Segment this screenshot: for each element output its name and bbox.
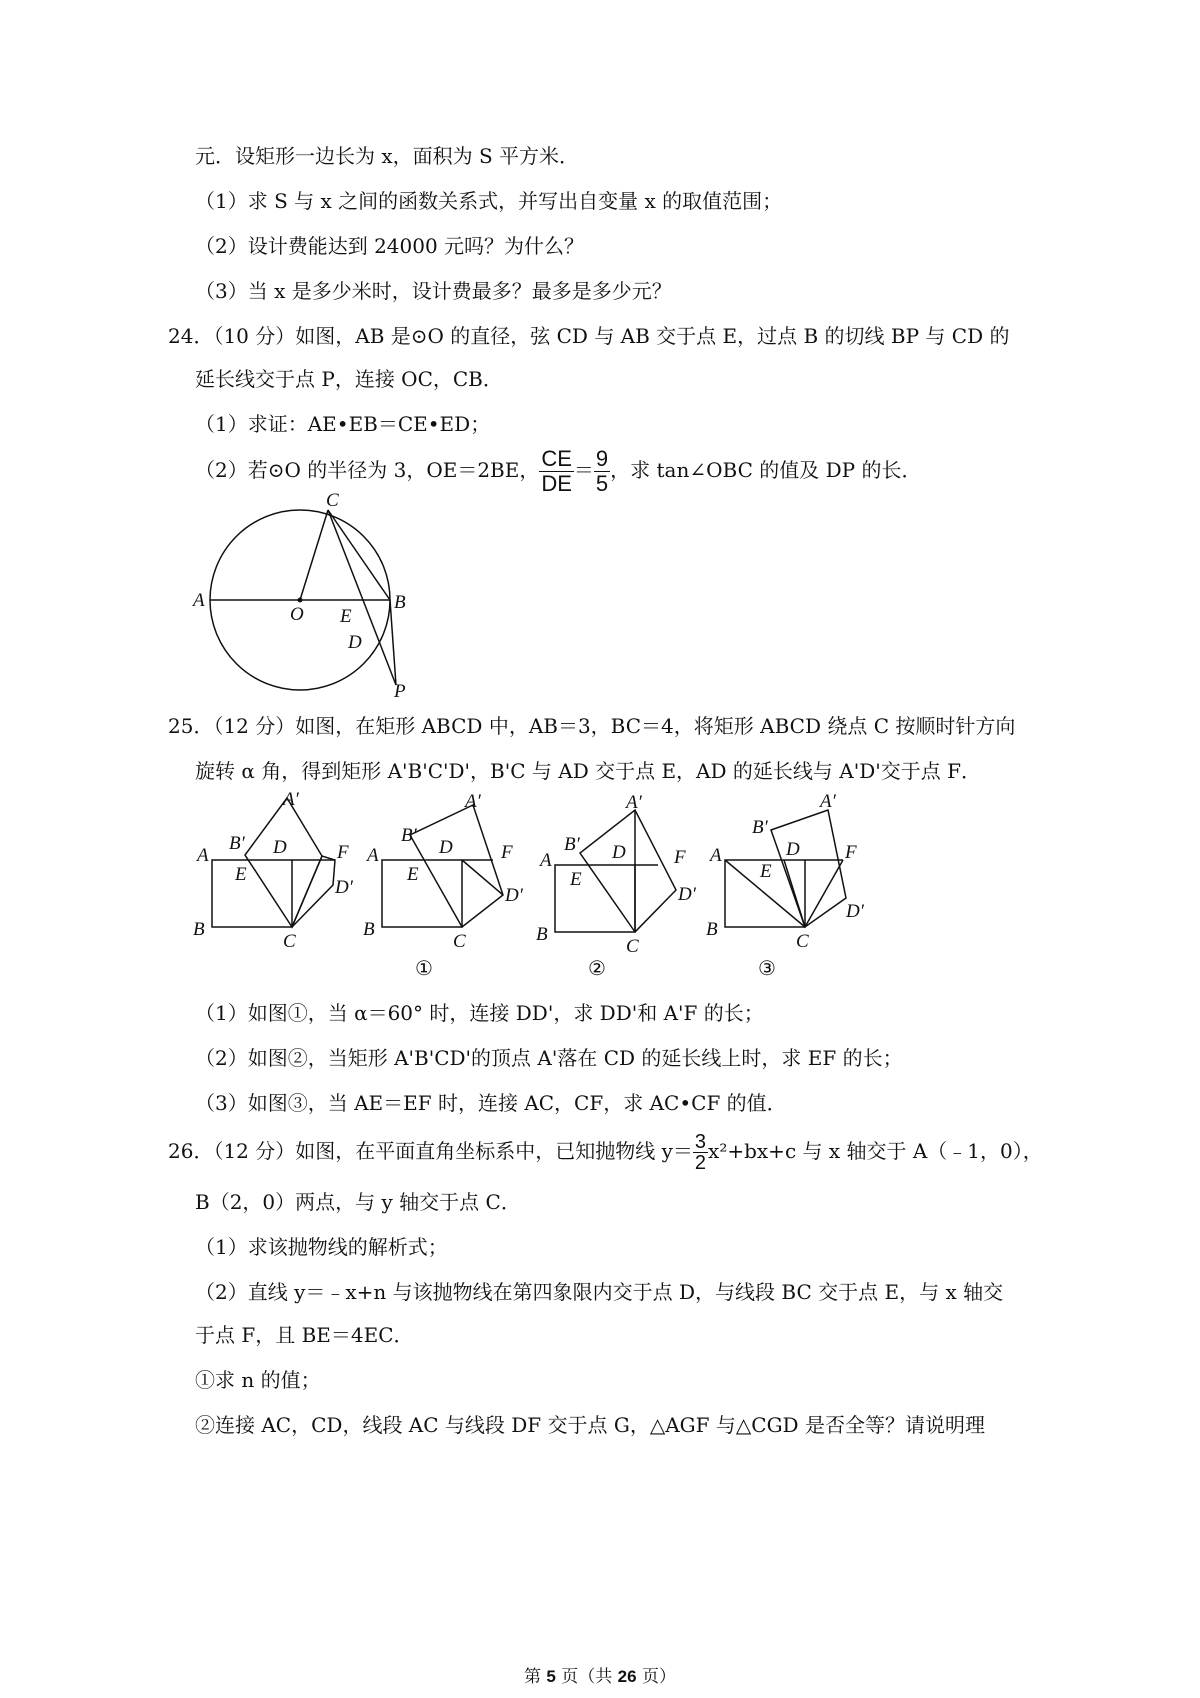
- label-d: D: [439, 837, 453, 858]
- label-a-prime: A′: [820, 791, 836, 812]
- line-cp: [328, 510, 396, 685]
- q26-sub1: ①求 n 的值；: [195, 1368, 321, 1392]
- q24-part2-pre: （2）若⊙O 的半径为 3，OE＝2BE，: [195, 458, 540, 482]
- fraction-denominator: 5: [595, 471, 609, 496]
- label-a: A: [367, 845, 379, 866]
- caption-2: ②: [588, 956, 606, 980]
- q25-stem-line1: 25．（12 分）如图，在矩形 ABCD 中，AB＝3，BC＝4，将矩形 ABCD 绕点 C 按顺时针方向: [168, 714, 1016, 738]
- q24-part2-post: ，求 tan∠OBC 的值及 DP 的长．: [610, 458, 922, 482]
- fraction-numerator: CE: [541, 446, 572, 471]
- caption-1: ①: [415, 956, 433, 980]
- label-p: P: [394, 681, 406, 702]
- q26-part1: （1）求该抛物线的解析式；: [195, 1235, 448, 1259]
- q26-part2-line2: 于点 F，且 BE＝4EC．: [195, 1323, 414, 1347]
- q24-part2: [195, 443, 921, 497]
- fraction-numerator: 3: [694, 1131, 707, 1153]
- q25-figure-1: [363, 791, 524, 980]
- label-c: C: [796, 931, 809, 952]
- fraction-numerator: 9: [595, 446, 609, 471]
- q26-stem-line2: B（2，0）两点，与 y 轴交于点 C．: [195, 1190, 521, 1214]
- q23-part2: （2）设计费能达到 24000 元吗？为什么？: [195, 234, 585, 258]
- q24-circle-figure: [190, 492, 420, 702]
- label-c: C: [626, 936, 639, 957]
- q26-sub2: ②连接 AC，CD，线段 AC 与线段 DF 交于点 G，△AGF 与△CGD 是否全等？请说明理: [195, 1413, 985, 1437]
- page-footer: [0, 1666, 1200, 1688]
- fraction-denominator: 2: [694, 1152, 707, 1174]
- footer-post: 页）: [636, 1667, 676, 1687]
- label-d-prime: D′: [335, 877, 353, 898]
- q26-part2-line1: （2）直线 y＝﹣x+n 与该抛物线在第四象限内交于点 D，与线段 BC 交于点 E，与 x 轴交: [195, 1280, 1004, 1304]
- caption-3: ③: [758, 956, 776, 980]
- footer-mid: 页（共: [555, 1667, 618, 1687]
- q25-part3: （3）如图③，当 AE＝EF 时，连接 AC，CF，求 AC•CF 的值．: [195, 1091, 787, 1115]
- label-b-prime: B′: [401, 825, 417, 846]
- page-number: 5: [546, 1667, 556, 1686]
- fraction-nine-fifths: [594, 447, 610, 496]
- label-o: O: [290, 604, 304, 625]
- label-d-prime: D′: [846, 901, 864, 922]
- q26-line1-pre: 26．（12 分）如图，在平面直角坐标系中，已知抛物线 y＝: [168, 1139, 693, 1163]
- label-f: F: [674, 847, 686, 868]
- label-b: B: [394, 592, 406, 613]
- label-d-prime: D′: [505, 885, 523, 906]
- label-f: F: [337, 842, 349, 863]
- label-a: A: [540, 850, 552, 871]
- label-b: B: [363, 919, 375, 940]
- label-e: E: [760, 861, 772, 882]
- q24-stem-line1: 24．（10 分）如图，AB 是⊙O 的直径，弦 CD 与 AB 交于点 E，过点 B 的切线 BP 与 CD 的: [168, 324, 1010, 348]
- label-e: E: [340, 606, 352, 627]
- q24-stem-line2: 延长线交于点 P，连接 OC，CB．: [195, 367, 503, 391]
- center-dot: [298, 598, 303, 603]
- label-b: B: [193, 919, 205, 940]
- label-c: C: [453, 931, 466, 952]
- q25-figure-main: [193, 789, 354, 952]
- total-pages: 26: [617, 1667, 637, 1686]
- label-f: F: [501, 842, 513, 863]
- label-d-prime: D′: [678, 884, 696, 905]
- fraction-denominator: DE: [541, 471, 572, 496]
- label-a-prime: A′: [283, 789, 299, 810]
- label-e: E: [235, 864, 247, 885]
- label-d: D: [273, 837, 287, 858]
- fraction-ce-de: [539, 447, 574, 496]
- q25-figure-3: [706, 791, 865, 980]
- q25-figures: [185, 785, 885, 990]
- segment-cb: [328, 510, 390, 600]
- label-d: D: [786, 839, 800, 860]
- rotated-side: [292, 856, 335, 927]
- label-a-prime: A′: [465, 791, 481, 812]
- label-c: C: [283, 931, 296, 952]
- q26-line1-post: x²+bx+c 与 x 轴交于 A（﹣1，0），: [708, 1139, 1043, 1163]
- segment-oc: [300, 510, 328, 600]
- q24-part1: （1）求证：AE•EB＝CE•ED；: [195, 412, 491, 436]
- label-b: B: [536, 924, 548, 945]
- label-c: C: [326, 492, 339, 511]
- label-b: B: [706, 919, 718, 940]
- q23-part1: （1）求 S 与 x 之间的函数关系式，并写出自变量 x 的取值范围；: [195, 189, 783, 213]
- label-f: F: [845, 842, 857, 863]
- q23-part3: （3）当 x 是多少米时，设计费最多？最多是多少元？: [195, 279, 672, 303]
- q26-stem-line1: [168, 1126, 1043, 1176]
- footer-pre: 第: [523, 1667, 547, 1687]
- label-d: D: [348, 632, 362, 653]
- label-d: D: [612, 842, 626, 863]
- label-b-prime: B′: [229, 833, 245, 854]
- label-a: A: [193, 590, 205, 611]
- label-a: A: [710, 845, 722, 866]
- label-b-prime: B′: [564, 834, 580, 855]
- equals-sign: ＝: [573, 458, 594, 482]
- label-b-prime: B′: [752, 817, 768, 838]
- label-a-prime: A′: [626, 792, 642, 813]
- label-e: E: [407, 864, 419, 885]
- label-a: A: [197, 845, 209, 866]
- q25-figure-2: [536, 792, 697, 980]
- fraction-three-halves: [693, 1132, 708, 1173]
- q25-stem-line2: 旋转 α 角，得到矩形 A'B'C'D'，B'C 与 AD 交于点 E，AD 的延长线与 A'D'交于点 F．: [195, 759, 981, 783]
- q25-part2: （2）如图②，当矩形 A'B'CD'的顶点 A'落在 CD 的延长线上时，求 EF 的长；: [195, 1046, 903, 1070]
- q25-part1: （1）如图①，当 α＝60° 时，连接 DD'，求 DD'和 A'F 的长；: [195, 1001, 764, 1025]
- rect-abcd: [212, 860, 292, 927]
- q23-continuation: 元．设矩形一边长为 x，面积为 S 平方米．: [195, 144, 580, 168]
- label-e: E: [570, 869, 582, 890]
